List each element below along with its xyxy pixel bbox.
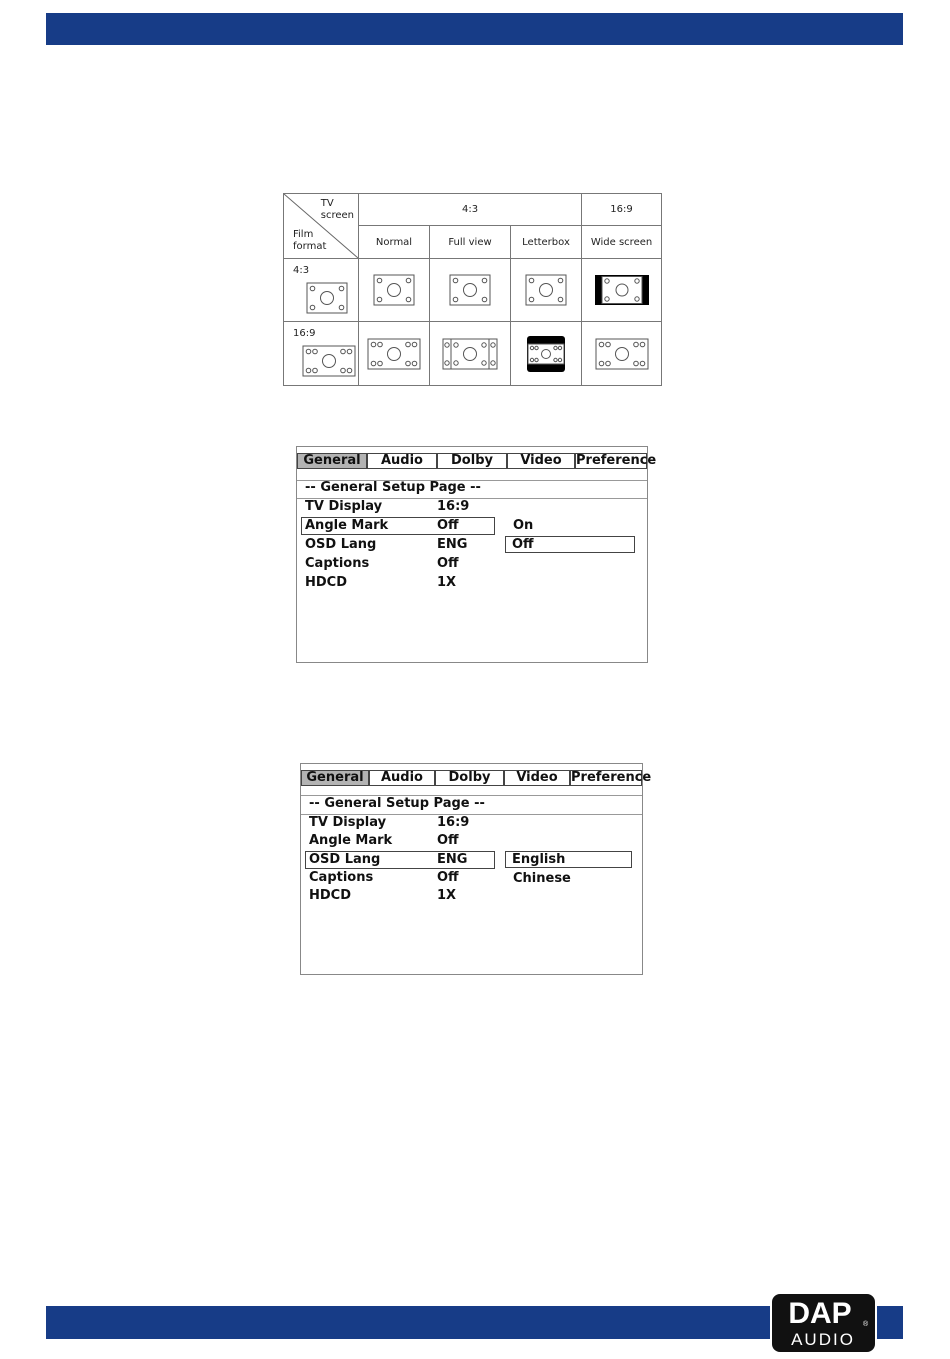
cell-169-wide-screen <box>582 322 662 386</box>
row-4-3-source <box>284 259 359 322</box>
screen-169-widescreen-icon <box>595 338 649 370</box>
cell-169-letterbox <box>511 322 582 386</box>
item-value-angle-mark: Off <box>437 833 459 848</box>
screen-43-normal-icon <box>373 274 415 306</box>
aspect-ratio-table <box>283 193 662 386</box>
item-label-tv-display[interactable]: TV Display <box>305 499 383 514</box>
tab-audio[interactable]: Audio <box>367 453 437 469</box>
group-header-16-9: 16:9 <box>582 194 662 226</box>
film-format-label: Film format <box>293 229 327 252</box>
item-label-captions[interactable]: Captions <box>309 870 374 885</box>
item-value-captions: Off <box>437 556 459 571</box>
item-value-tv-display: 16:9 <box>437 815 470 830</box>
item-label-tv-display[interactable]: TV Display <box>309 815 387 830</box>
cell-43-normal <box>359 259 430 322</box>
item-value-tv-display: 16:9 <box>437 499 470 514</box>
tab-general[interactable]: General <box>297 453 367 469</box>
screen-43-source-icon <box>284 259 359 321</box>
item-value-captions: Off <box>437 870 459 885</box>
cell-169-normal <box>359 322 430 386</box>
item-label-hdcd[interactable]: HDCD <box>305 575 348 590</box>
item-value-hdcd: 1X <box>437 888 457 903</box>
item-label-osd-lang[interactable]: OSD Lang <box>309 852 381 867</box>
logo-text-dap: DAP <box>788 1297 852 1330</box>
tab-video[interactable]: Video <box>504 770 570 786</box>
osd-menu-osd-lang <box>300 763 652 975</box>
item-label-osd-lang[interactable]: OSD Lang <box>305 537 377 552</box>
cell-169-full-view <box>430 322 511 386</box>
tab-general[interactable]: General <box>301 770 369 786</box>
group-header-4-3: 4:3 <box>359 194 582 226</box>
tab-preference[interactable]: Preference <box>576 453 657 468</box>
option-english-selected[interactable]: English <box>505 851 632 868</box>
tab-video[interactable]: Video <box>507 453 575 469</box>
item-label-angle-mark[interactable]: Angle Mark <box>309 833 393 848</box>
logo-text-audio: AUDIO <box>791 1330 855 1349</box>
column-header-letterbox: Letterbox <box>511 226 582 259</box>
screen-43-pillarbox-icon <box>594 274 650 306</box>
header-band <box>46 13 903 45</box>
page-title: -- General Setup Page -- <box>309 796 485 811</box>
item-label-captions[interactable]: Captions <box>305 556 370 571</box>
item-value-osd-lang: ENG <box>437 852 468 867</box>
cell-43-wide-screen <box>582 259 662 322</box>
menu-tabs <box>297 453 657 469</box>
tab-dolby[interactable]: Dolby <box>435 770 504 786</box>
tab-audio[interactable]: Audio <box>369 770 435 786</box>
column-header-wide-screen: Wide screen <box>582 226 662 259</box>
screen-43-letterbox-icon <box>525 274 567 306</box>
corner-header-cell <box>284 194 359 259</box>
screen-169-source-icon <box>284 322 359 384</box>
menu-tabs <box>301 770 652 786</box>
column-header-full-view: Full view <box>430 226 511 259</box>
item-label-hdcd[interactable]: HDCD <box>309 888 352 903</box>
page-title: -- General Setup Page -- <box>305 480 481 495</box>
column-header-normal: Normal <box>359 226 430 259</box>
cell-43-letterbox <box>511 259 582 322</box>
row-label-16-9: 16:9 <box>293 328 316 339</box>
screen-43-fullview-icon <box>449 274 491 306</box>
tab-preference[interactable]: Preference <box>571 770 652 785</box>
item-value-angle-mark: Off <box>437 518 459 533</box>
item-value-osd-lang: ENG <box>437 537 468 552</box>
option-chinese[interactable]: Chinese <box>513 871 571 886</box>
screen-169-fullview-icon <box>442 338 498 370</box>
row-label-4-3: 4:3 <box>293 265 310 276</box>
tv-screen-label: TV screen <box>320 198 354 221</box>
tab-dolby[interactable]: Dolby <box>437 453 507 469</box>
screen-169-normal-icon <box>367 338 421 370</box>
option-on[interactable]: On <box>513 518 534 533</box>
screen-169-letterbox-icon <box>526 335 566 373</box>
dap-audio-logo <box>770 1292 877 1354</box>
item-value-hdcd: 1X <box>437 575 457 590</box>
row-16-9-source <box>284 322 359 386</box>
cell-43-full-view <box>430 259 511 322</box>
registered-mark: ® <box>863 1321 869 1328</box>
item-label-angle-mark[interactable]: Angle Mark <box>305 518 389 533</box>
osd-menu-angle-mark <box>296 446 657 663</box>
option-off-selected[interactable]: Off <box>505 536 635 553</box>
